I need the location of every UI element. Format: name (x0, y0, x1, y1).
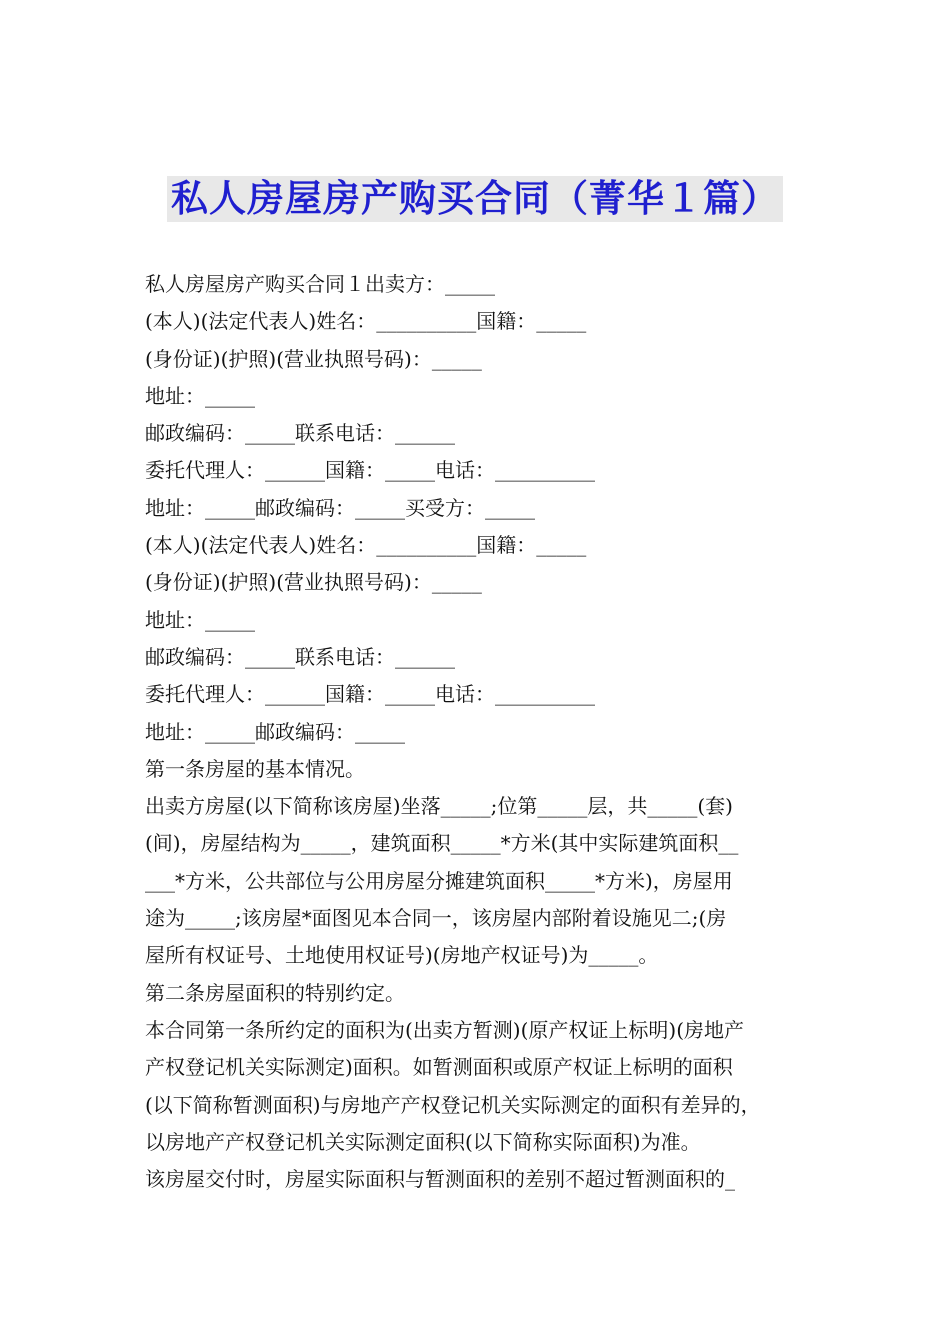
body-line: 委托代理人：______国籍：_____电话：__________ (145, 458, 595, 483)
document-title: 私人房屋房产购买合同（菁华１篇） (167, 176, 783, 222)
body-line: 私人房屋房产购买合同１出卖方：_____ (145, 272, 495, 296)
body-line: 该房屋交付时，房屋实际面积与暂测面积的差别不超过暂测面积的_ (145, 1167, 735, 1192)
body-line: 本合同第一条所约定的面积为(出卖方暂测)(原产权证上标明)(房地产 (145, 1017, 745, 1042)
body-line: 地址：_____ (145, 607, 255, 632)
body-line: 邮政编码：_____联系电话：______ (145, 421, 455, 446)
body-line: 以房地产产权登记机关实际测定面积(以下简称实际面积)为准。 (145, 1129, 701, 1154)
body-line: (身份证)(护照)(营业执照号码)：_____ (145, 346, 482, 371)
body-line: 出卖方房屋(以下简称该房屋)坐落_____;位第_____层，共_____(套) (145, 794, 733, 819)
body-line: (本人)(法定代表人)姓名：__________国籍：_____ (145, 533, 587, 558)
body-line: 屋所有权证号、土地使用权证号)(房地产权证号)为_____。 (145, 943, 659, 968)
body-line: 途为_____;该房屋*面图见本合同一，该房屋内部附着设施见二;(房 (145, 906, 727, 931)
title-container (0, 176, 950, 222)
body-line: 邮政编码：_____联系电话：______ (145, 644, 455, 669)
body-line: ___*方米，公共部位与公用房屋分摊建筑面积_____*方米)，房屋用 (145, 868, 733, 893)
body-line: 产权登记机关实际测定)面积。如暂测面积或原产权证上标明的面积 (145, 1055, 733, 1080)
body-line: (间)，房屋结构为_____，建筑面积_____*方米(其中实际建筑面积__ (145, 831, 739, 856)
body-line: 地址：_____ (145, 383, 255, 408)
body-line: (身份证)(护照)(营业执照号码)：_____ (145, 570, 482, 595)
section-heading: 第二条房屋面积的特别约定。 (145, 980, 405, 1005)
document-body (145, 266, 815, 1198)
section-heading: 第一条房屋的基本情况。 (145, 756, 365, 781)
body-line: (本人)(法定代表人)姓名：__________国籍：_____ (145, 309, 587, 334)
body-line: 委托代理人：______国籍：_____电话：__________ (145, 682, 595, 707)
body-line: 地址：_____邮政编码：_____ (145, 719, 405, 744)
body-line: (以下简称暂测面积)与房地产产权登记机关实际测定的面积有差异的， (145, 1092, 761, 1117)
body-line: 地址：_____邮政编码：_____买受方：_____ (145, 495, 535, 520)
